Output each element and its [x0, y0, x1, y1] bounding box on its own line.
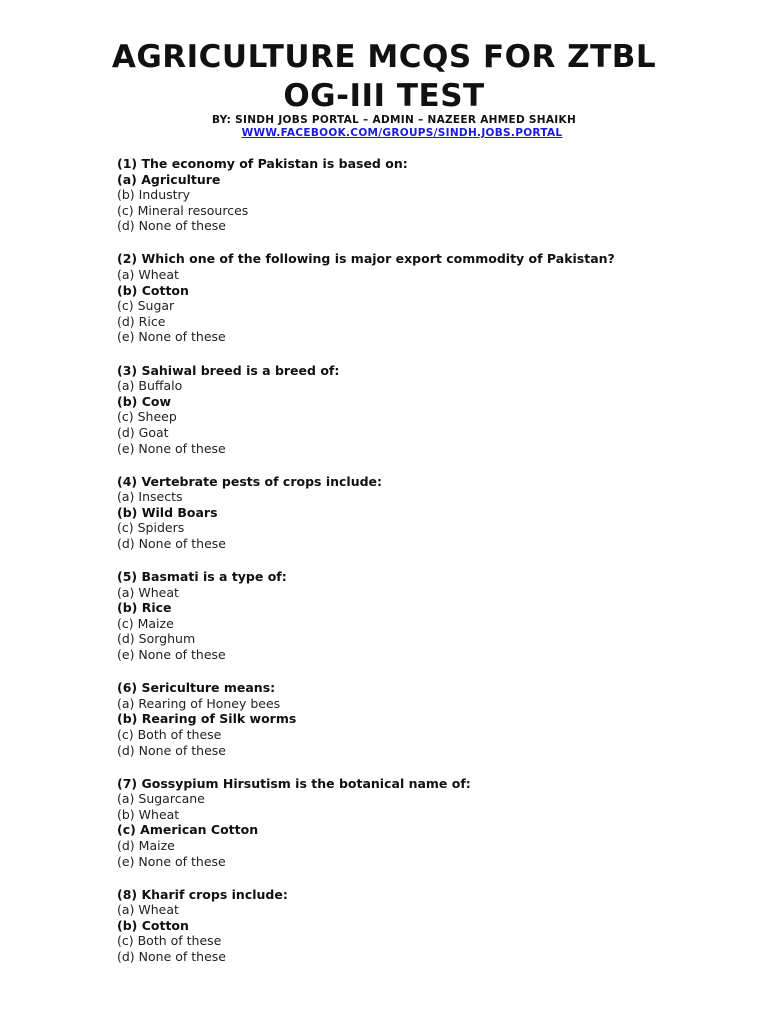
answer-option: (c) Both of these: [117, 933, 222, 949]
correct-answer-option: (b) Rearing of Silk worms: [117, 711, 297, 727]
correct-answer-option: (b) Wild Boars: [117, 504, 218, 520]
correct-answer-option: (b) Rice: [117, 600, 172, 616]
question-text: (5) Basmati is a type of:: [117, 569, 287, 585]
answer-option: (d) None of these: [117, 218, 226, 234]
question-block: [117, 569, 737, 663]
question-block: [117, 776, 737, 870]
question-text: (6) Sericulture means:: [117, 680, 276, 696]
answer-option: (e) None of these: [117, 329, 226, 345]
document-title-line-2: OG-III TEST: [283, 78, 485, 114]
answer-option: (c) Maize: [117, 615, 174, 631]
question-block: [117, 363, 737, 457]
question-block: [117, 156, 737, 234]
facebook-group-link[interactable]: WWW.FACEBOOK.COM/GROUPS/SINDH.JOBS.PORTAL: [241, 127, 563, 139]
answer-option: (e) None of these: [117, 440, 226, 456]
question-block: [117, 474, 737, 552]
answer-option: (a) Wheat: [117, 902, 179, 918]
answer-option: (d) Maize: [117, 837, 175, 853]
answer-option: (c) Spiders: [117, 520, 185, 536]
answer-option: (c) Sugar: [117, 298, 175, 314]
answer-option: (d) Goat: [117, 424, 169, 440]
answer-option: (c) Sheep: [117, 409, 177, 425]
answer-option: (d) Rice: [117, 313, 166, 329]
question-text: (3) Sahiwal breed is a breed of:: [117, 362, 340, 378]
question-text: (4) Vertebrate pests of crops include:: [117, 473, 383, 489]
correct-answer-option: (c) American Cotton: [117, 822, 259, 838]
question-block: [117, 680, 737, 758]
answer-option: (c) Mineral resources: [117, 202, 249, 218]
question-block: [117, 251, 737, 345]
question-text: (7) Gossypium Hirsutism is the botanical name of:: [117, 775, 471, 791]
correct-answer-option: (a) Agriculture: [117, 171, 221, 187]
correct-answer-option: (b) Cotton: [117, 282, 189, 298]
answer-option: (d) None of these: [117, 949, 226, 965]
answer-option: (d) Sorghum: [117, 631, 196, 647]
question-text: (2) Which one of the following is major export commodity of Pakistan?: [117, 251, 615, 267]
question-list: [117, 156, 737, 982]
answer-option: (d) None of these: [117, 742, 226, 758]
author-byline: BY: SINDH JOBS PORTAL – ADMIN – NAZEER AHMED SHAIKH: [211, 114, 577, 126]
answer-option: (a) Wheat: [117, 267, 179, 283]
answer-option: (a) Buffalo: [117, 378, 183, 394]
answer-option: (c) Both of these: [117, 726, 222, 742]
correct-answer-option: (b) Cow: [117, 393, 172, 409]
answer-option: (a) Insects: [117, 489, 183, 505]
answer-option: (a) Wheat: [117, 584, 179, 600]
answer-option: (e) None of these: [117, 647, 226, 663]
document-title-line-1: AGRICULTURE MCQS FOR ZTBL: [111, 39, 657, 75]
answer-option: (b) Wheat: [117, 806, 180, 822]
question-text: (1) The economy of Pakistan is based on:: [117, 156, 408, 171]
answer-option: (a) Sugarcane: [117, 791, 205, 807]
question-block: [117, 887, 737, 965]
answer-option: (e) None of these: [117, 853, 226, 869]
correct-answer-option: (b) Cotton: [117, 917, 189, 933]
answer-option: (a) Rearing of Honey bees: [117, 695, 281, 711]
answer-option: (b) Industry: [117, 187, 191, 203]
question-text: (8) Kharif crops include:: [117, 886, 288, 902]
answer-option: (d) None of these: [117, 535, 226, 551]
